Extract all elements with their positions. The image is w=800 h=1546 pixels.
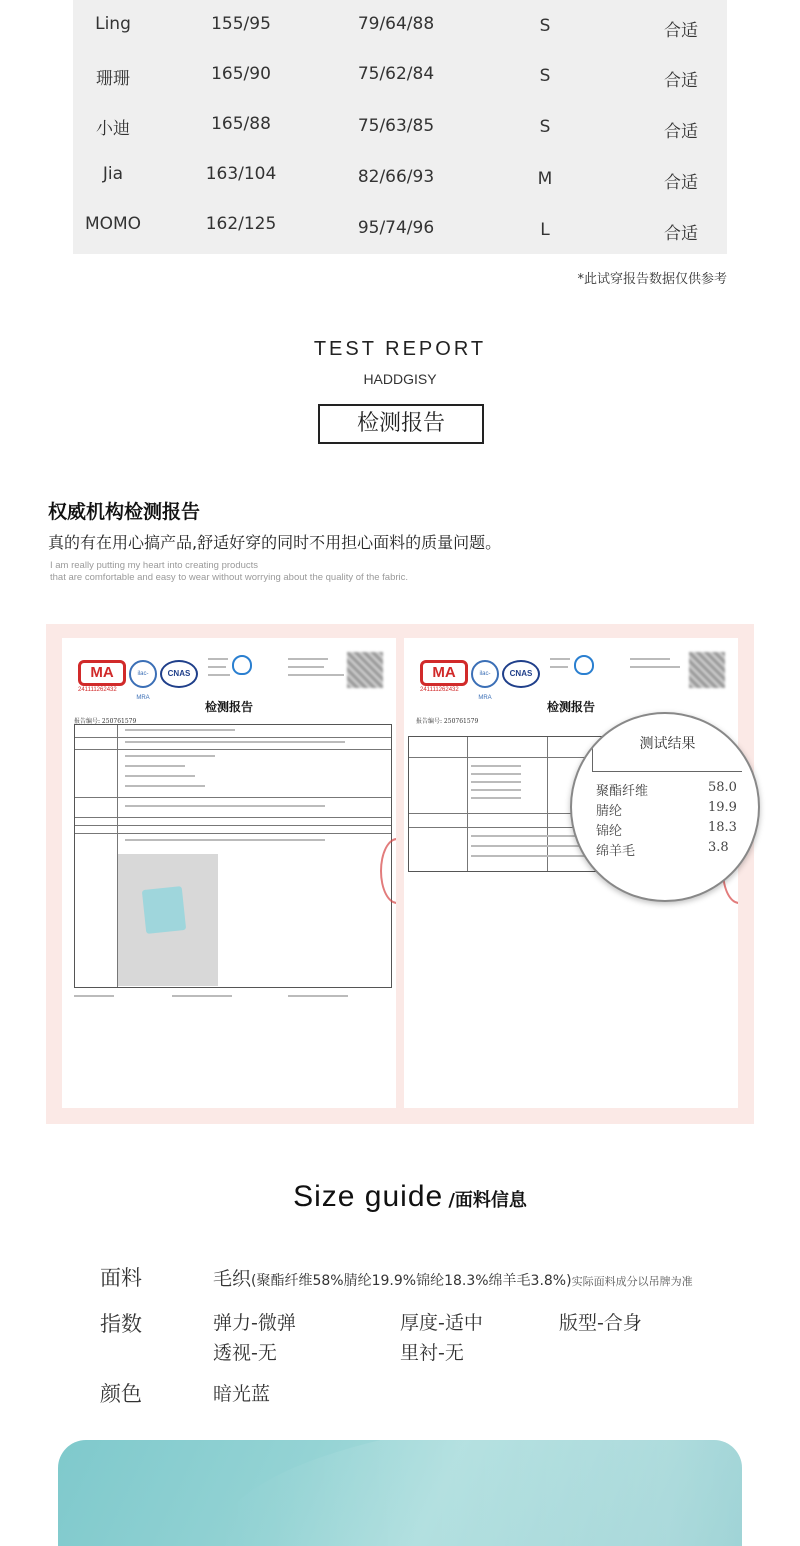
result-row	[596, 820, 746, 839]
thickness-value: 厚度-适中	[400, 1312, 483, 1334]
result-row	[596, 800, 746, 819]
fabric-label: 面料	[100, 1266, 142, 1290]
fabric-note: 实际面料成分以吊牌为准	[571, 1275, 693, 1288]
size-value: S	[539, 66, 551, 86]
fine-print	[125, 775, 195, 777]
signature-line	[74, 995, 114, 997]
fine-print	[125, 741, 345, 743]
authority-title: 权威机构检测报告	[48, 501, 201, 523]
model-name: Jia	[102, 164, 124, 184]
fabric-info	[213, 1264, 693, 1291]
fabric-composition: (聚酯纤维58%腈纶19.9%锦纶18.3%绵羊毛3.8%)	[251, 1273, 572, 1289]
shield-icon	[574, 655, 594, 675]
report-label-box: 检测报告	[318, 404, 484, 444]
fiber-name: 锦纶	[596, 824, 623, 839]
body-measurements: 95/74/96	[357, 218, 435, 238]
fine-print	[125, 755, 215, 757]
cma-logo: MA	[420, 660, 468, 686]
fine-print	[208, 658, 228, 660]
fiber-value: 18.3	[708, 820, 737, 835]
report-heading: 检测报告	[204, 700, 253, 714]
model-name: Ling	[95, 14, 131, 34]
size-value: M	[537, 169, 553, 189]
model-name: 小迪	[96, 119, 130, 139]
authority-description: 真的有在用心搞产品,舒适好穿的同时不用担心面料的质量问题。	[48, 533, 502, 552]
table-disclaimer: *此试穿报告数据仅供参考	[577, 272, 727, 287]
fine-print	[288, 666, 324, 668]
fine-print	[471, 855, 591, 857]
report-heading: 检测报告	[546, 700, 595, 714]
size-value: L	[540, 220, 550, 240]
size-value: S	[539, 16, 551, 36]
fine-print	[550, 658, 570, 660]
report-number: 报告编号: 250761579	[416, 718, 479, 725]
grid-line	[75, 797, 391, 798]
signature-line	[288, 995, 348, 997]
report-number: 报告编号: 250761579	[74, 718, 137, 725]
grid-line	[75, 825, 391, 826]
size-guide-title	[0, 1180, 800, 1214]
size-value: S	[539, 117, 551, 137]
fine-print	[125, 839, 325, 841]
fine-print	[550, 666, 568, 668]
fit-value: 合适	[664, 71, 698, 91]
size-guide-subtitle: /面料信息	[448, 1190, 527, 1211]
shield-icon	[232, 655, 252, 675]
fine-print	[471, 781, 521, 783]
model-name: 珊珊	[96, 69, 130, 89]
height-weight: 163/104	[205, 164, 277, 184]
size-guide-heading: Size guide	[293, 1180, 444, 1213]
table-row	[73, 50, 727, 100]
fine-print	[125, 805, 325, 807]
lining-value: 里衬-无	[400, 1342, 464, 1364]
test-report-title: TEST REPORT	[313, 338, 487, 360]
fiber-name: 绵羊毛	[596, 844, 636, 859]
authority-english-text	[50, 560, 408, 584]
fiber-value: 19.9	[708, 800, 737, 815]
fabric-type: 毛织	[213, 1268, 252, 1290]
body-measurements: 79/64/88	[357, 14, 435, 34]
qr-code	[347, 652, 383, 688]
fine-print	[471, 773, 521, 775]
fabric-sample-photo	[118, 854, 218, 986]
fine-print	[288, 674, 344, 676]
result-row	[596, 780, 746, 799]
fabric-swatch	[142, 886, 186, 934]
fine-print	[125, 785, 205, 787]
fine-print	[471, 835, 591, 837]
fabric-closeup-photo	[58, 1440, 742, 1546]
height-weight: 162/125	[205, 214, 277, 234]
cma-number: 241111262432	[78, 687, 117, 693]
fit-value: 合适	[664, 173, 698, 193]
ilac-logo: ilac-MRA	[471, 660, 499, 688]
brand-name: HADDGISY	[363, 371, 437, 387]
index-label: 指数	[100, 1312, 142, 1336]
fit-value: 合适	[664, 224, 698, 244]
tryon-size-table	[73, 0, 727, 254]
results-header: 测试结果	[592, 714, 742, 772]
fine-print	[630, 666, 680, 668]
fiber-name: 腈纶	[596, 804, 623, 819]
qr-code	[689, 652, 725, 688]
fit-value: 合适	[664, 21, 698, 41]
grid-line	[75, 749, 391, 750]
height-weight: 165/90	[211, 64, 271, 84]
fine-print	[208, 674, 230, 676]
fit-type-value: 版型-合身	[559, 1312, 642, 1334]
body-measurements: 75/63/85	[357, 116, 435, 136]
fine-print	[471, 797, 521, 799]
table-row	[73, 150, 727, 200]
table-row	[73, 0, 727, 50]
height-weight: 155/95	[211, 14, 271, 34]
grid-line	[75, 817, 391, 818]
body-measurements: 75/62/84	[357, 64, 435, 84]
fabric-fold	[218, 1440, 742, 1546]
cma-logo: MA	[78, 660, 126, 686]
fine-print	[125, 765, 185, 767]
color-value: 暗光蓝	[213, 1383, 271, 1405]
fine-print	[630, 658, 670, 660]
table-row	[73, 200, 727, 250]
signature-line	[172, 995, 232, 997]
color-label: 颜色	[100, 1382, 142, 1406]
fiber-name: 聚酯纤维	[596, 784, 649, 799]
fine-print	[471, 845, 591, 847]
elasticity-value: 弹力-微弹	[213, 1312, 296, 1334]
fine-print	[208, 666, 226, 668]
fiber-value: 58.0	[708, 780, 737, 795]
english-line: that are comfortable and easy to wear without worrying about the quality of the fabric.	[50, 572, 409, 583]
see-through-value: 透视-无	[213, 1342, 277, 1364]
fine-print	[471, 765, 521, 767]
test-results-magnifier	[570, 712, 760, 902]
body-measurements: 82/66/93	[357, 167, 435, 187]
model-name: MOMO	[84, 214, 142, 234]
ilac-logo: ilac-MRA	[129, 660, 157, 688]
cnas-logo: CNAS	[160, 660, 198, 688]
grid-line	[75, 833, 391, 834]
fit-value: 合适	[664, 122, 698, 142]
cnas-logo: CNAS	[502, 660, 540, 688]
cma-number: 241111262432	[420, 687, 459, 693]
fine-print	[288, 658, 328, 660]
table-row	[73, 100, 727, 150]
fine-print	[125, 729, 235, 731]
report-page-1	[62, 638, 396, 1108]
english-line: I am really putting my heart into creating products	[50, 560, 259, 571]
fiber-value: 3.8	[708, 840, 729, 855]
fine-print	[471, 789, 521, 791]
grid-line	[75, 737, 391, 738]
height-weight: 165/88	[211, 114, 271, 134]
result-row	[596, 840, 746, 859]
